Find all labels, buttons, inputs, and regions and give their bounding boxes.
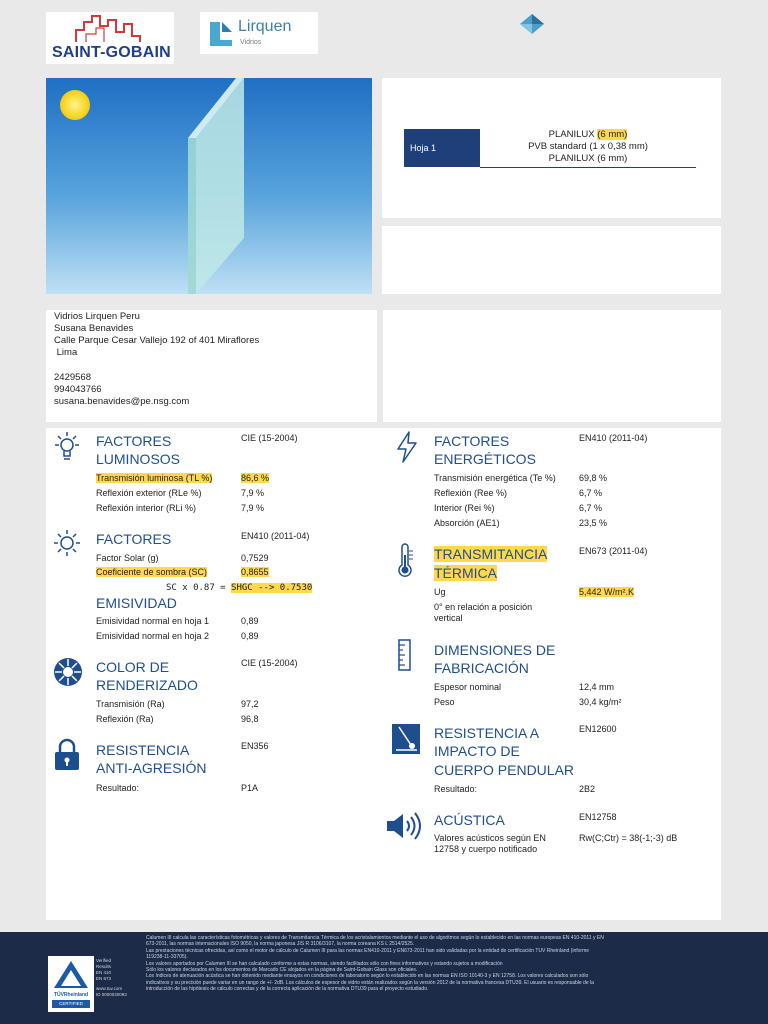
color-title-2: RENDERIZADO bbox=[96, 677, 198, 693]
tuv-certified-label: CERTIFIED bbox=[52, 1000, 90, 1008]
shgc-annotation bbox=[166, 583, 312, 593]
emisividad-row-label: Emisividad normal en hoja 1 bbox=[96, 616, 210, 626]
energeticos-row-value: 23,5 % bbox=[579, 518, 608, 528]
termica-title-2-text: TÉRMICA bbox=[434, 565, 497, 581]
empty-panel-b bbox=[383, 310, 721, 422]
tuv-line: Results bbox=[96, 964, 112, 969]
ruler-icon bbox=[396, 638, 414, 672]
termica-title-2 bbox=[434, 564, 497, 582]
disclaimer-line: 673-2011, las normas internacionales ISO 9050, la norma japonesa JIS R 3106/3107, la norma coreana KS L 2514/2525. bbox=[146, 941, 415, 948]
energeticos-row-value: 6,7 % bbox=[579, 488, 603, 498]
calumen-logo-icon bbox=[518, 12, 548, 36]
dimensiones-row-value: 30,4 kg/m² bbox=[579, 697, 622, 707]
color-standard: CIE (15-2004) bbox=[241, 658, 298, 668]
tuv-id: ID 0000030093 bbox=[96, 992, 127, 997]
tab-hoja-1[interactable] bbox=[404, 129, 480, 167]
disclaimer-line: Sólo los valores declarados en los documentos de Marcado CE alojados en la página de Saint-Gobain Glass son oficiales. bbox=[146, 967, 418, 974]
pendular-result-value: 2B2 bbox=[579, 784, 596, 794]
lirquen-mark-icon bbox=[206, 18, 236, 48]
dimensiones-title-2: FABRICACIÓN bbox=[434, 660, 529, 676]
agresion-title-1: RESISTENCIA bbox=[96, 742, 190, 758]
contact-phone-2: 994043766 bbox=[54, 384, 102, 395]
factores-solar-row-label: Factor Solar (g) bbox=[96, 553, 159, 563]
termica-label: Ug bbox=[434, 587, 446, 597]
pendulum-icon bbox=[391, 723, 421, 755]
contact-phone-1: 2429568 bbox=[54, 372, 91, 383]
glass-divider bbox=[480, 167, 696, 168]
pendular-standard: EN12600 bbox=[579, 724, 617, 734]
tuv-web: www.tuv.com bbox=[96, 986, 123, 991]
emisividad-title: EMISIVIDAD bbox=[96, 595, 177, 611]
color-row-value: 96,8 bbox=[241, 714, 259, 724]
sun-outline-icon bbox=[52, 528, 82, 558]
luminosos-title-1: FACTORES bbox=[96, 433, 172, 449]
dimensiones-title-1: DIMENSIONES DE bbox=[434, 642, 556, 658]
factores-solar-standard: EN410 (2011-04) bbox=[241, 531, 310, 541]
energeticos-row-label: Interior (Rei %) bbox=[434, 503, 495, 513]
emisividad-row-label: Emisividad normal en hoja 2 bbox=[96, 631, 210, 641]
shgc-formula: SC x 0.87 = bbox=[166, 583, 232, 593]
light-bulb-icon bbox=[52, 430, 82, 464]
tuv-line: EN 410 bbox=[96, 970, 112, 975]
saint-gobain-wordmark: SAINT-GOBAIN bbox=[52, 44, 171, 61]
energeticos-row-label: Transmisión energética (Te %) bbox=[434, 473, 556, 483]
termica-standard: EN673 (2011-04) bbox=[579, 546, 648, 556]
dimensiones-row-label: Espesor nominal bbox=[434, 682, 502, 692]
energeticos-standard: EN410 (2011-04) bbox=[579, 433, 648, 443]
glass-layer-2: PVB standard (1 x 0,38 mm) bbox=[528, 141, 648, 152]
color-wheel-icon bbox=[52, 656, 84, 688]
tuv-line: EN 673 bbox=[96, 976, 112, 981]
termica-value: 5,442 W/m².K bbox=[579, 587, 635, 597]
color-title-1: COLOR DE bbox=[96, 659, 170, 675]
luminosos-row-value: 7,9 % bbox=[241, 488, 265, 498]
luminosos-standard: CIE (15-2004) bbox=[241, 433, 298, 443]
disclaimer-line: Los valores aportados por Calumen III se han calculado conforme a estas normas, siendo facilitados sólo con fines informativos y estando sujetos a modificación bbox=[146, 960, 503, 967]
disclaimer-line: Los índices de atenuación acústica se han obtenido mediante ensayos en condiciones de laboratorio según lo establecido en las normas EN ISO 10140-3 y EN 12758. Los valores calculados son sólo bbox=[146, 973, 589, 980]
contact-email[interactable]: susana.benavides@pe.nsg.com bbox=[54, 396, 190, 407]
pendular-result-label: Resultado: bbox=[434, 784, 478, 794]
acustica-title: ACÚSTICA bbox=[434, 812, 505, 828]
acustica-value: Rw(C;Ctr) = 38(-1;-3) dB bbox=[579, 833, 678, 843]
color-row-label: Transmisión (Ra) bbox=[96, 699, 165, 709]
termica-note-1: 0° en relación a posición bbox=[434, 602, 533, 612]
tab-label: Hoja 1 bbox=[410, 143, 437, 153]
pendular-title-2: IMPACTO DE bbox=[434, 743, 520, 759]
energeticos-row-label: Absorción (AE1) bbox=[434, 518, 500, 528]
acustica-standard: EN12758 bbox=[579, 812, 617, 822]
agresion-title-2: ANTI-AGRESIÓN bbox=[96, 760, 207, 776]
emisividad-row-value: 0,89 bbox=[241, 616, 259, 626]
disclaimer-line: Calumen III calcula las características fotométricas y valores de Transmitancia Térmica de los acristalamientos mediante el uso de algoritmos según lo establecido en las normas europeas EN 410-2011 y EN bbox=[146, 935, 604, 941]
disclaimer-line: introducción de las hipótesis de cálculo correctas y de la correcta aplicación de la normativa DTU39 para el proyecto estudiado. bbox=[146, 986, 429, 993]
luminosos-row-value: 7,9 % bbox=[241, 503, 265, 513]
energeticos-row-label: Reflexión (Ree %) bbox=[434, 488, 508, 498]
lightning-icon bbox=[394, 430, 420, 464]
dimensiones-row-value: 12,4 mm bbox=[579, 682, 615, 692]
empty-panel-a bbox=[382, 226, 721, 294]
color-row-label: Reflexión (Ra) bbox=[96, 714, 154, 724]
contact-address: Calle Parque Cesar Vallejo 192 of 401 Miraflores bbox=[54, 335, 260, 346]
tuv-certificate-badge bbox=[48, 956, 94, 1012]
tuv-details bbox=[96, 958, 136, 998]
shgc-result: SHGC --> 0.7530 bbox=[231, 583, 313, 593]
acustica-label-2: 12758 y cuerpo notificado bbox=[434, 844, 538, 854]
energeticos-title-1: FACTORES bbox=[434, 433, 510, 449]
tuv-line: Verified bbox=[96, 958, 112, 963]
disclaimer-line: indicativos y su precisión puede variar en un rango de +/- 2dB. Los cálculos de espesor de vidrio están realizados según la versión 2012 de la normativa francesa DTU39. El usuario es responsable de la bbox=[146, 979, 594, 986]
luminosos-row-label: Reflexión exterior (RLe %) bbox=[96, 488, 202, 498]
factores-solar-row-value: 0,8655 bbox=[241, 567, 269, 577]
pendular-title-3: CUERPO PENDULAR bbox=[434, 762, 575, 778]
lirquen-subtitle: Vidrios bbox=[240, 39, 262, 46]
acustica-label-1: Valores acústicos según EN bbox=[434, 833, 546, 843]
termica-note-2: vertical bbox=[434, 613, 463, 623]
sun-icon bbox=[60, 90, 90, 120]
energeticos-title-2: ENERGÉTICOS bbox=[434, 451, 536, 467]
luminosos-row-value: 86,6 % bbox=[241, 473, 270, 483]
agresion-result-value: P1A bbox=[241, 783, 259, 793]
factores-solar-row-label: Coeficiente de sombra (SC) bbox=[96, 567, 208, 577]
color-row-value: 97,2 bbox=[241, 699, 259, 709]
luminosos-title-2: LUMINOSOS bbox=[96, 451, 181, 467]
factores-solar-row-value: 0,7529 bbox=[241, 553, 269, 563]
agresion-result-label: Resultado: bbox=[96, 783, 140, 793]
disclaimer-line: 119238-11-33705). bbox=[146, 954, 188, 961]
luminosos-row-label: Transmisión luminosa (TL %) bbox=[96, 473, 213, 483]
speaker-icon bbox=[385, 811, 425, 841]
emisividad-row-value: 0,89 bbox=[241, 631, 259, 641]
luminosos-row-label: Reflexión interior (RLi %) bbox=[96, 503, 197, 513]
factores-solar-title: FACTORES bbox=[96, 531, 172, 547]
energeticos-row-value: 69,8 % bbox=[579, 473, 608, 483]
glass-illustration bbox=[46, 78, 372, 294]
layer-1-name: PLANILUX bbox=[548, 129, 595, 140]
footer-disclaimer bbox=[146, 935, 756, 993]
tuv-triangle-icon bbox=[48, 958, 94, 992]
contact-city: Lima bbox=[54, 347, 78, 358]
termica-title-1 bbox=[434, 545, 547, 563]
glass-pane-icon bbox=[166, 78, 256, 294]
termica-title-1-text: TRANSMITANCIA bbox=[434, 546, 548, 562]
energeticos-row-value: 6,7 % bbox=[579, 503, 603, 513]
pendular-title-1: RESISTENCIA A bbox=[434, 725, 540, 741]
dimensiones-row-label: Peso bbox=[434, 697, 455, 707]
padlock-icon bbox=[52, 738, 82, 772]
agresion-standard: EN356 bbox=[241, 741, 269, 751]
tuv-brand: TÜVRheinland bbox=[53, 992, 89, 998]
thermometer-icon bbox=[394, 543, 416, 579]
contact-person: Susana Benavides bbox=[54, 323, 134, 334]
contact-company: Vidrios Lirquen Peru bbox=[54, 311, 140, 322]
layer-1-thickness: (6 mm) bbox=[597, 129, 628, 140]
glass-layer-1 bbox=[480, 129, 696, 140]
lirquen-wordmark: Lirquen bbox=[238, 18, 292, 35]
disclaimer-line: Las prestaciones técnicas ofrecidas, así como el motor de cálculo de Calumen III para las normas EN410-2011 y EN673-2011 han sido validadas por la entidad de certificación TUV Rheinland (informe bbox=[146, 947, 590, 954]
glass-layer-3: PLANILUX (6 mm) bbox=[548, 153, 628, 164]
